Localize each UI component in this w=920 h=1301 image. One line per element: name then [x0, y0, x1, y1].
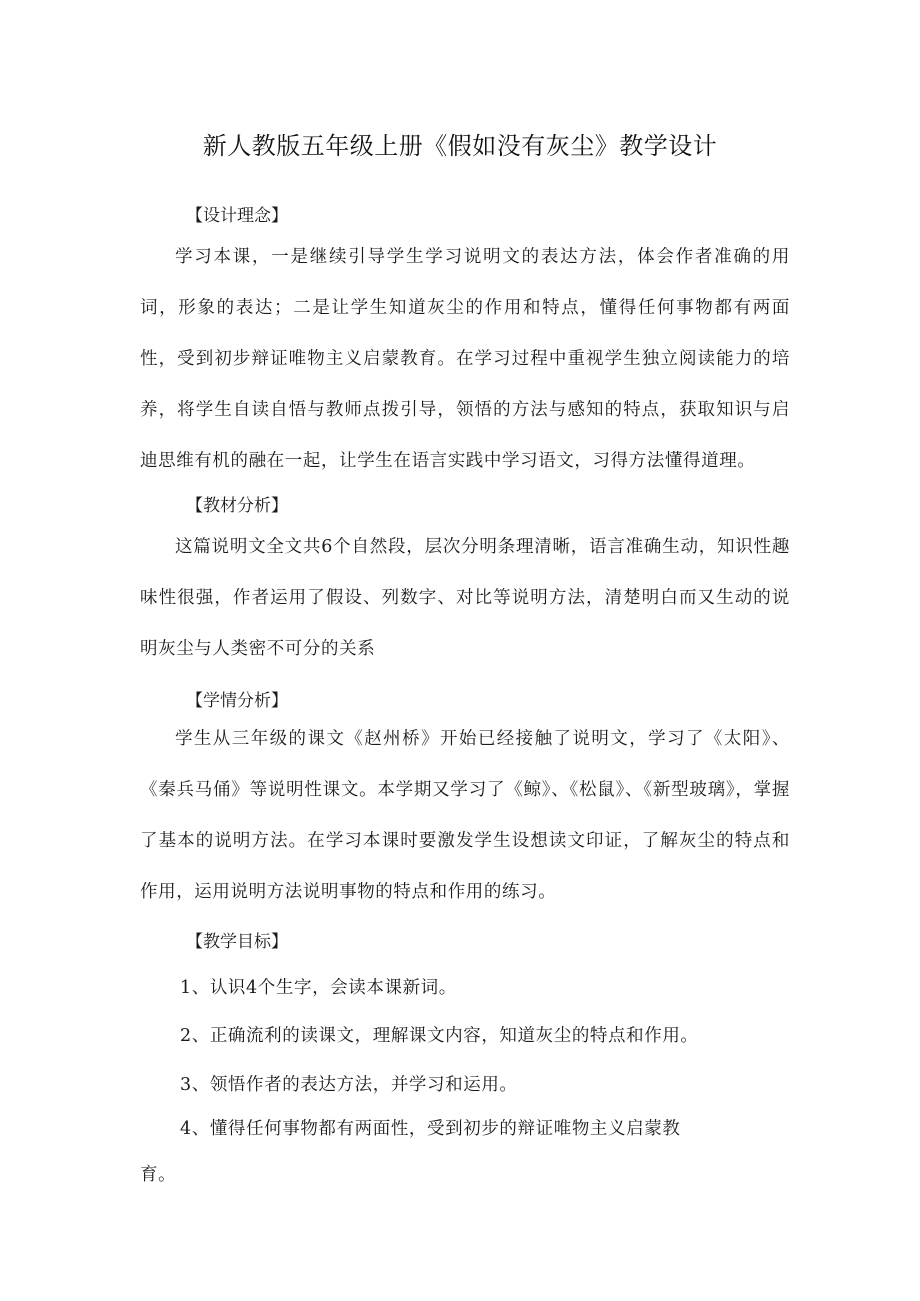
- goal-item-2: 2、正确流利的读课文，理解课文内容，知道灰尘的特点和作用。: [180, 1026, 699, 1046]
- goal-item-1: 1、认识4个生字，会读本课新词。: [180, 978, 457, 998]
- section-heading-teaching-goals: 【教学目标】: [186, 932, 288, 952]
- section-text-textbook-analysis: 这篇说明文全文共6个自然段，层次分明条理清晰，语言准确生动，知识性趣味性很强，作者运用了假设、列数字、对比等说明方法，清楚明白而又生动的说明灰尘与人类密不可分的关系: [140, 537, 790, 659]
- section-heading-design-concept: 【设计理念】: [186, 206, 288, 226]
- goal-item-3: 3、领悟作者的表达方法，并学习和运用。: [180, 1075, 518, 1095]
- section-heading-learner-analysis: 【学情分析】: [186, 691, 288, 711]
- section-text-design-concept: 学习本课，一是继续引导学生学习说明文的表达方法，体会作者准确的用词，形象的表达；二是让学生知道灰尘的作用和特点，懂得任何事物都有两面性，受到初步辩证唯物主义启蒙教育。在学习过程中重视学生独立阅读能力的培养，将学生自读自悟与教师点拨引导，领悟的方法与感知的特点，获取知识与启迪思维有机的融在一起，让学生在语言实践中学习语文，习得方法懂得道理。: [140, 247, 790, 471]
- section-heading-textbook-analysis: 【教材分析】: [186, 496, 288, 516]
- goal-item-4: 4、懂得任何事物都有两面性，受到初步的辩证唯物主义启蒙教育。: [140, 1119, 681, 1185]
- section-text-learner-analysis: 学生从三年级的课文《赵州桥》开始已经接触了说明文，学习了《太阳》、《秦兵马俑》等说明性课文。本学期又学习了《鲸》、《松鼠》、《新型玻璃》，掌握了基本的说明方法。在学习本课时要激发学生设想读文印证，了解灰尘的特点和作用，运用说明方法说明事物的特点和作用的练习。: [140, 729, 790, 902]
- document-title: 新人教版五年级上册《假如没有灰尘》教学设计: [202, 132, 718, 160]
